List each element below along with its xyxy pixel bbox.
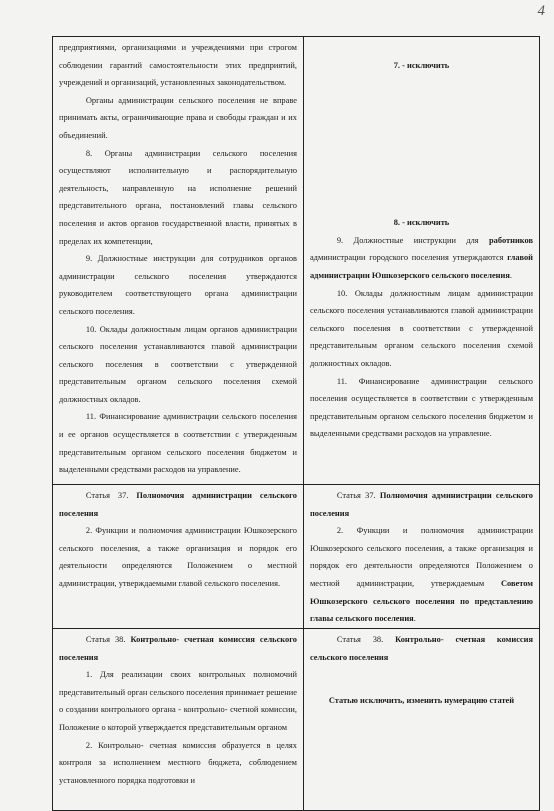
paragraph: 2. Функции и полномочия администрации Юшкозерского сельского поселения, а также организация и порядок его деятельности определяются Положением о местной администрации, утверждаемыми главой сельского поселения. — [59, 526, 297, 588]
paragraph: 2. Контрольно- счетная комиссия образуется в целях контроля за исполнением местного бюджета, соблюдением установленного порядка подготовки и — [59, 740, 297, 785]
table-row — [53, 37, 539, 485]
amendment-item-7: 7. - исключить — [393, 60, 450, 70]
table-row — [53, 629, 539, 810]
amendment-item-8: 8. - исключить — [393, 218, 450, 228]
article-heading: Статья 37. Полномочия администрации сельского поселения — [309, 491, 533, 518]
table-row — [53, 485, 539, 629]
article-heading: Статья 37. Полномочия администрации сельского поселения — [59, 491, 297, 518]
paragraph: 10. Оклады должностным лицам органов администрации сельского поселения устанавливаются главой администрации сельского поселения в соответствии с утвержденной представительным органом сельского поселения схемой должностных окладов. — [59, 324, 297, 404]
paragraph: Органы администрации сельского поселения не вправе принимать акты, ограничивающие права и свободы граждан и их объединений. — [59, 95, 297, 140]
paragraph: 8. Органы администрации сельского поселения осуществляют исполнительную и распорядительную деятельность, направленную на исполнение решений представительного органа, постановлений главы сельского поселения и актов органов государственной власти, принятых в пределах их компетенции, — [59, 148, 297, 246]
paragraph: 11. Финансирование администрации сельского поселения осуществляется в соответствии с утвержденным представительным органом сельского поселения бюджетом и выделенными средствами расходов на управление. — [309, 376, 533, 439]
original-text-cell — [53, 629, 304, 810]
paragraph: 9. Должностные инструкции для сотрудников органов администрации сельского поселения утверждаются руководителем соответствующего органа администрации сельского поселения. — [59, 254, 297, 316]
paragraph: 10. Оклады должностным лицам администрации сельского поселения устанавливаются главой администрации сельского поселения в соответствии с утвержденной представительным органом сельского поселения схемой должностных окладов. — [309, 288, 533, 368]
amended-text-cell — [304, 485, 539, 628]
paragraph: 1. Для реализации своих контрольных полномочий представительный орган сельского поселения принимает решение о создании контрольного органа - контрольно- счетной комиссии, Положение о которой утверждается представительным органом — [59, 670, 297, 732]
original-text-cell — [53, 37, 304, 484]
article-heading: Статья 38. Контрольно- счетная комиссия сельского поселения — [59, 635, 297, 662]
amended-text-cell — [304, 37, 539, 484]
page-number-mark: 4 — [537, 3, 545, 19]
paragraph: 2. Функции и полномочия администрации Юшкозерского сельского поселения, а также организация и порядок его деятельности определяются Положением о местной администрации, утверждаемым Советом Юшкозерского сельского поселения по представлению главы сельского поселения. — [309, 526, 533, 624]
paragraph: 11. Финансирование администрации сельского поселения и ее органов осуществляется в соответствии с утвержденным представительным органом сельского поселения бюджетом и выделенными средствами расходов на управление. — [59, 412, 297, 475]
original-text-cell — [53, 485, 304, 628]
article-heading: Статья 38. Контрольно- счетная комиссия сельского поселения — [309, 635, 533, 662]
deletion-note: Статью исключить, изменить нумерацию статей — [328, 696, 515, 706]
paragraph: 9. Должностные инструкции для работников администрации городского поселения утверждаются главой администрации Юшкозерского сельского поселения. — [309, 235, 533, 280]
comparison-table — [52, 36, 540, 811]
paragraph: предприятиями, организациями и учреждениями при строгом соблюдении гарантий самостоятельности этих предприятий, учреждений и организаций, установленных законодательством. — [59, 43, 297, 88]
amended-text-cell — [304, 629, 539, 810]
